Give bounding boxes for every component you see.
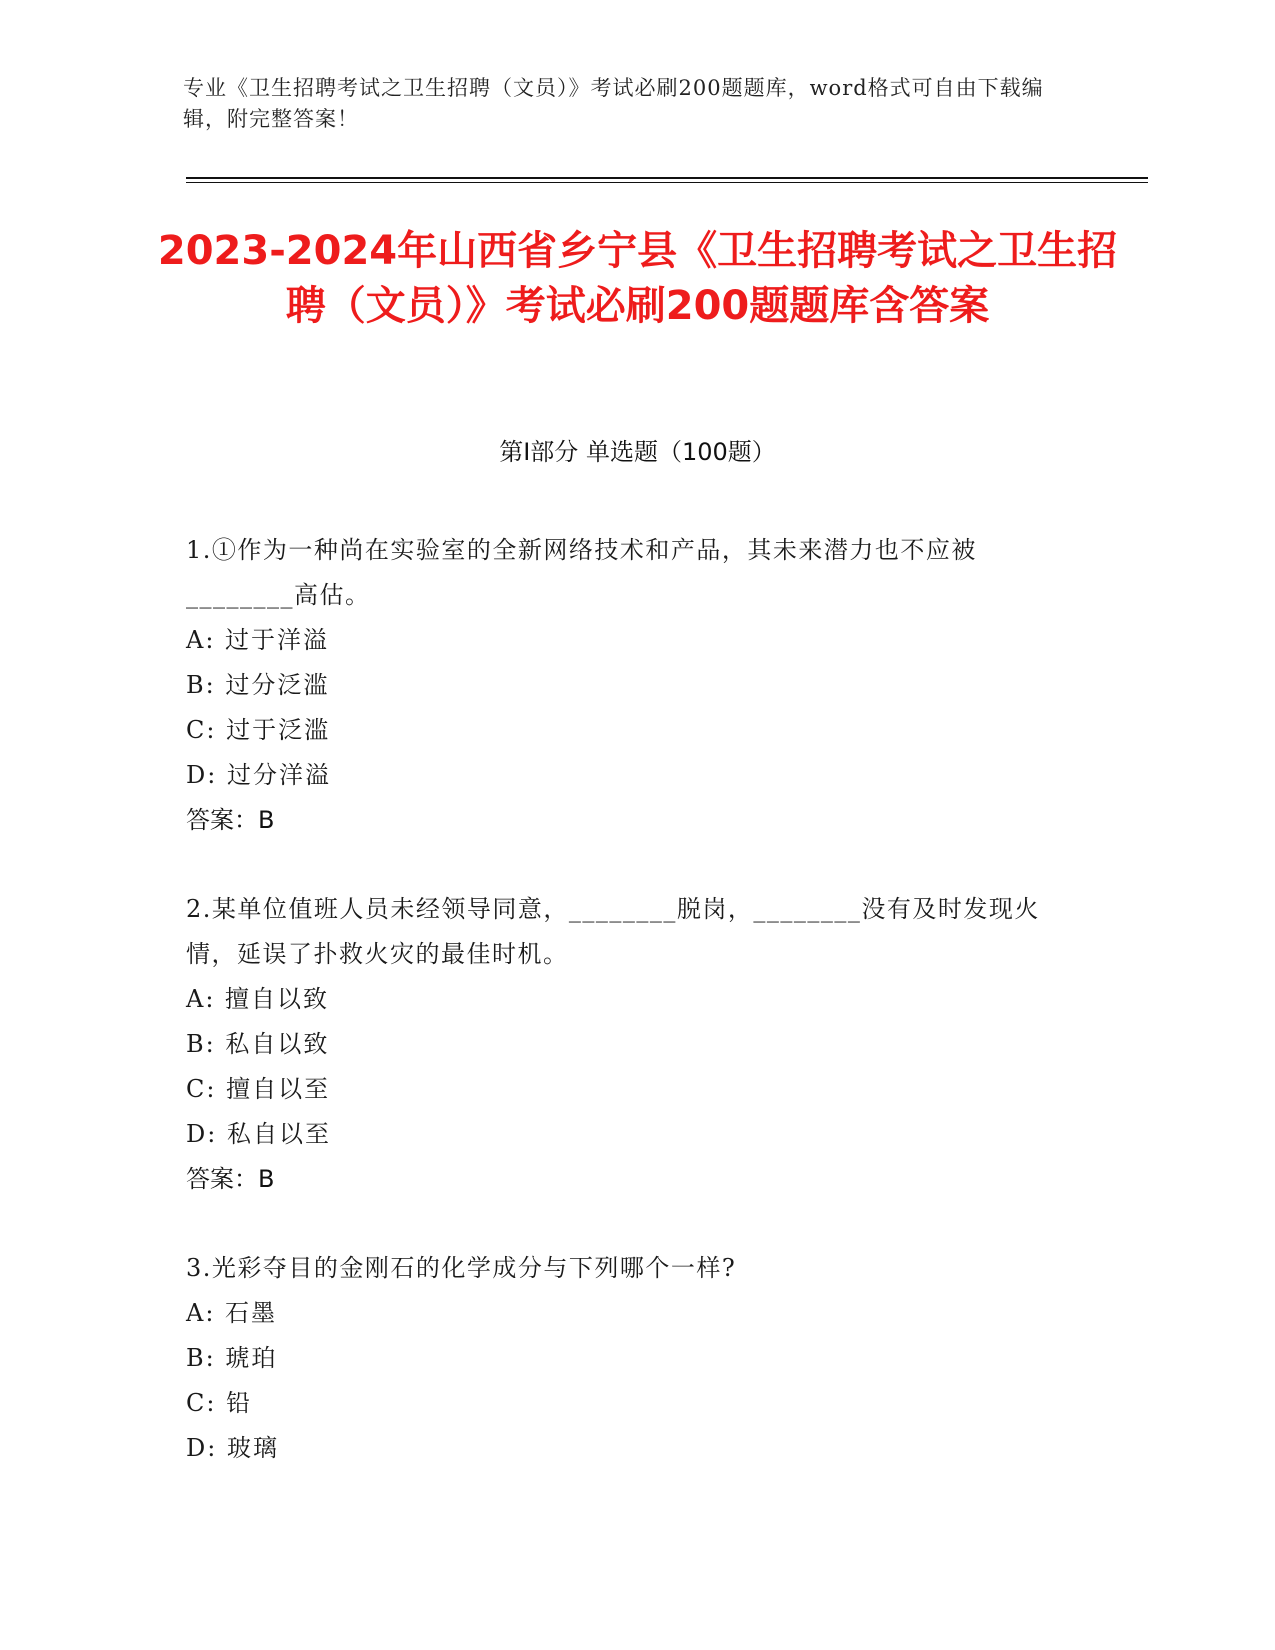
- header-rule-thin: [186, 182, 1148, 183]
- option-b: B: 过分泛滥: [186, 671, 330, 699]
- answer-label: 答案：: [186, 1165, 258, 1193]
- option-a: A: 擅自以致: [186, 985, 330, 1013]
- option-d: D: 过分洋溢: [186, 761, 331, 789]
- question-3: [186, 1246, 1066, 1471]
- question-stem: 1.①作为一种尚在实验室的全新网络技术和产品，其未来潜力也不应被________高估。: [186, 536, 977, 609]
- question-2: [186, 887, 1066, 1202]
- option-d: D: 玻璃: [186, 1434, 279, 1462]
- option-c: C: 擅自以至: [186, 1075, 331, 1103]
- option-d: D: 私自以至: [186, 1120, 331, 1148]
- header-rule-thick: [186, 177, 1148, 179]
- answer-value: B: [258, 806, 275, 834]
- question-stem: 2.某单位值班人员未经领导同意，________脱岗，________没有及时发现火情，延误了扑救火灾的最佳时机。: [186, 895, 1040, 968]
- option-a: A: 过于洋溢: [186, 626, 330, 654]
- section-title: 第Ⅰ部分 单选题（100题）: [499, 438, 776, 466]
- option-a: A: 石墨: [186, 1299, 278, 1327]
- answer-line: [186, 798, 1066, 843]
- option-c: C: 铅: [186, 1389, 253, 1417]
- question-list: [186, 528, 1066, 1515]
- document-title: 2023-2024年山西省乡宁县《卫生招聘考试之卫生招聘（文员）》考试必刷200题题库含答案: [157, 228, 1118, 329]
- option-c: C: 过于泛滥: [186, 716, 331, 744]
- answer-line: [186, 1157, 1066, 1202]
- question-stem: 3.光彩夺目的金刚石的化学成分与下列哪个一样?: [186, 1254, 737, 1282]
- header-note: 专业《卫生招聘考试之卫生招聘（文员）》考试必刷200题题库，word格式可自由下载编辑，附完整答案！: [183, 76, 1044, 131]
- answer-label: 答案：: [186, 806, 258, 834]
- option-b: B: 私自以致: [186, 1030, 330, 1058]
- question-1: [186, 528, 1066, 843]
- answer-value: B: [258, 1165, 275, 1193]
- option-b: B: 琥珀: [186, 1344, 278, 1372]
